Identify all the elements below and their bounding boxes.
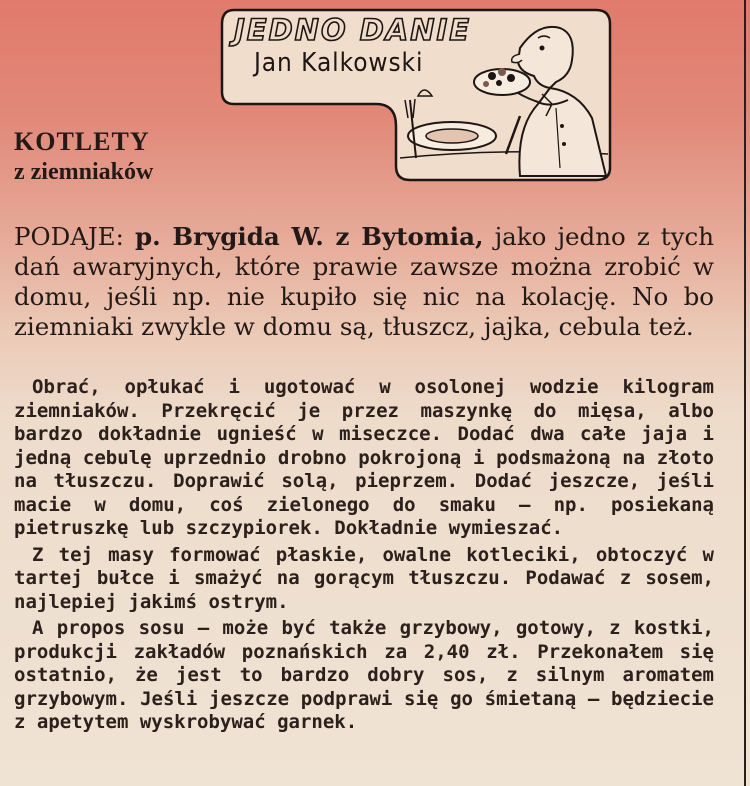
lead-intro: PODAJE: (14, 222, 135, 251)
column-rule (744, 0, 746, 786)
paragraph-frying: Z tej masy formować płaskie, owalne kotleciki, obtoczyć w tartej bułce i smażyć na gorącym tłuszczu. Podawać z sosem, najlepiej jakimś ostrym. (14, 543, 714, 613)
article-subtitle: z ziemniaków (14, 159, 154, 185)
article-body (14, 376, 714, 735)
paragraph-sauce: A propos sosu — może być także grzybowy, gotowy, z kostki, produkcji zakładów poznańskich za 2,40 zł. Przekonałem się ostatnio, że jest to bardzo dobry sos, z silnym aromatem grzybowym. Jeśli jeszcze podprawi się go śmietaną — będziecie z apetytem wyskrobywać garnek. (14, 617, 714, 733)
lead-text: jako jedno z tych dań awaryjnych, które prawie zawsze można zrobić w domu, jeśli np. nie kupiło się nic na kolację. No bo ziemniaki zwykle w domu są, tłuszcz, jajka, cebula też. (14, 222, 714, 341)
article-title: KOTLETY (14, 127, 150, 156)
lead-paragraph (14, 222, 714, 342)
column-header (220, 8, 612, 182)
paragraph-preparation: Obrać, opłukać i ugotować w osolonej wodzie kilogram ziemniaków. Przekręcić je przez maszynkę do mięsa, albo bardzo dokładnie ugnieść w miseczce. Dodać dwa całe jaja i jedną cebulę uprzednio drobno pokrojoną i podsmażoną na złoto na tłuszczu. Doprawić solą, pieprzem. Dodać jeszcze, jeśli macie w domu, coś zielonego do smaku — np. posiekaną pietruszkę lub szczypiorek. Dokładnie wymieszać. (14, 376, 714, 539)
author-signature: Jan Kalkowski (254, 48, 424, 78)
series-title: JEDNO DANIE (234, 13, 472, 47)
lead-attribution: p. Brygida W. z Bytomia, (134, 222, 484, 251)
